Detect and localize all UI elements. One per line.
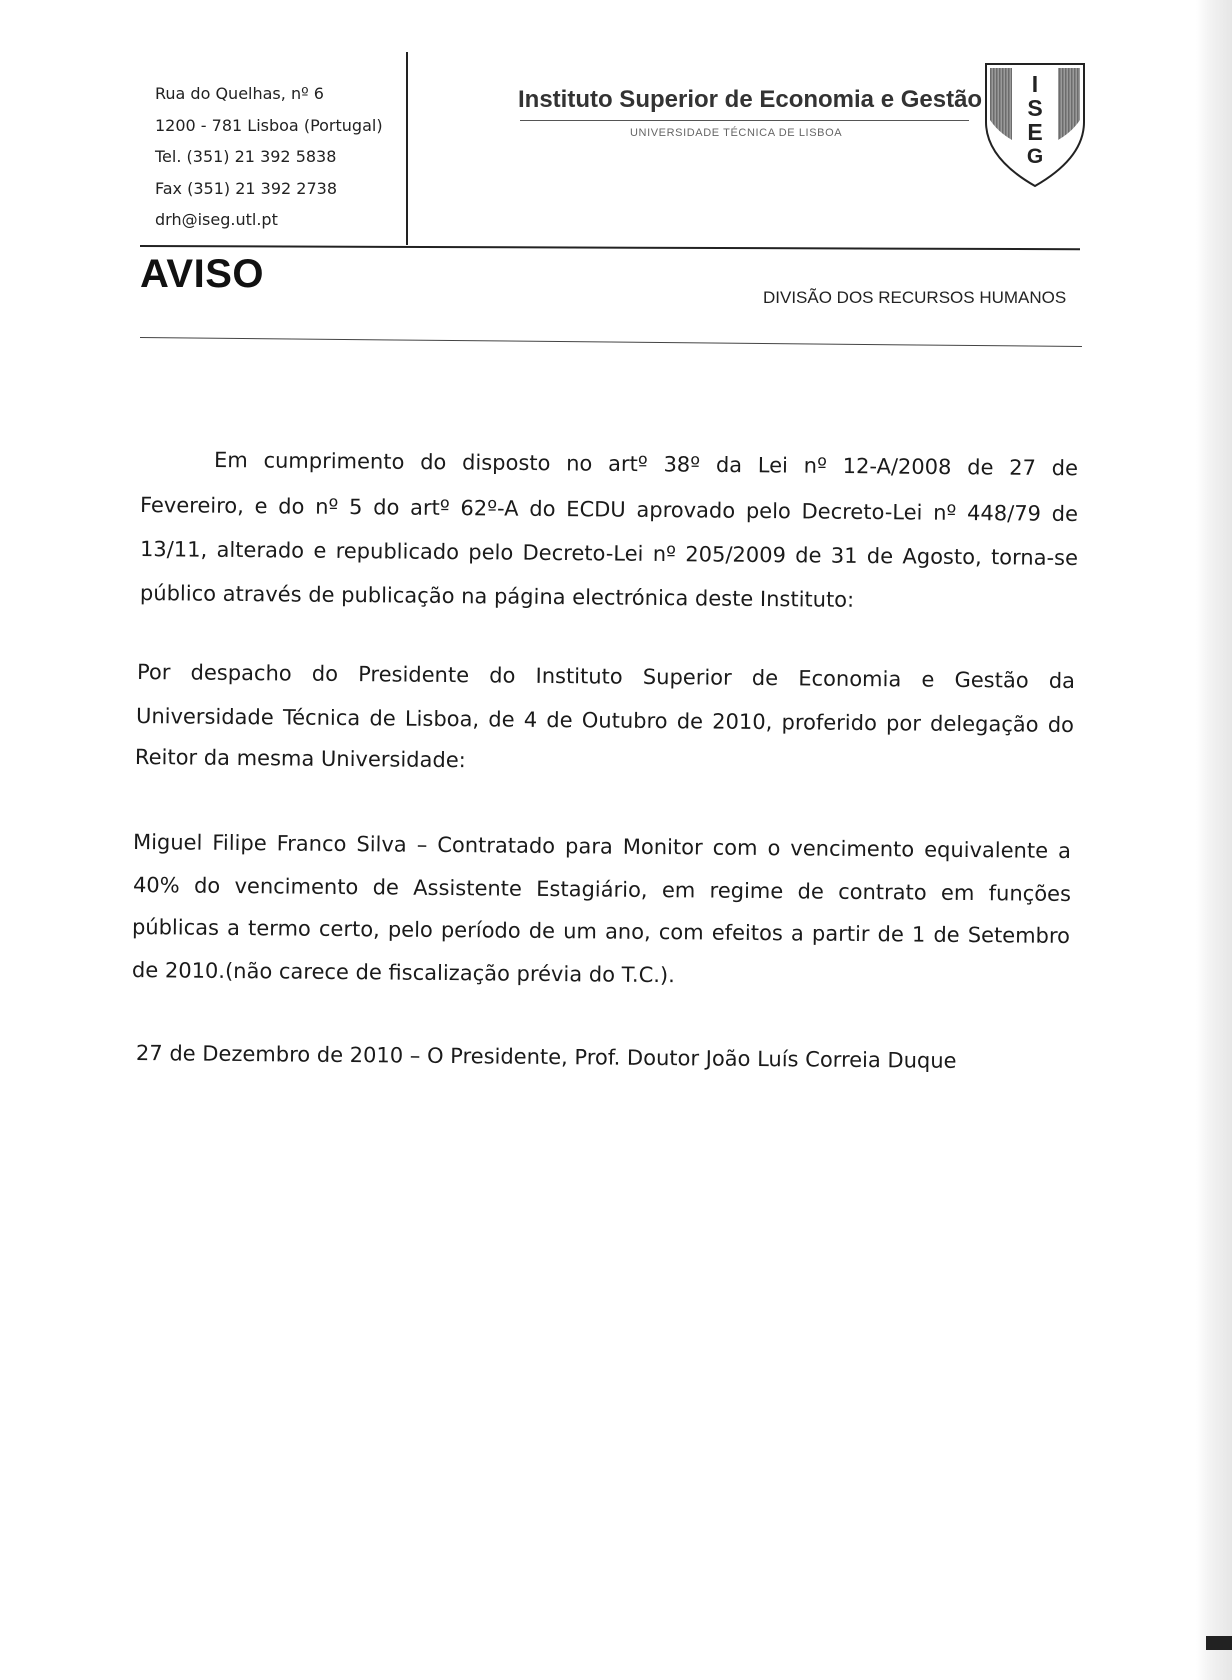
para1-line4: público através de publicação na página electrónica deste Instituto:	[139, 581, 855, 612]
address-fax: Fax (351) 21 392 2738	[155, 178, 337, 198]
logo-letter-i: I	[1031, 71, 1039, 97]
para2-line3: Reitor da mesma Universidade:	[134, 745, 466, 773]
para3-line4: de 2010.(não carece de fiscalização prévia do T.C.).	[131, 958, 675, 988]
header-rule-top	[140, 245, 1080, 250]
address-city: 1200 - 781 Lisboa (Portugal)	[155, 115, 383, 135]
address-block	[155, 78, 405, 236]
para2-line2: Universidade Técnica de Lisboa, de 4 de Outubro de 2010, proferido por delegação do	[135, 704, 1075, 738]
header-rule-bottom	[140, 337, 1082, 347]
address-street: Rua do Quelhas, nº 6	[155, 84, 324, 103]
scan-edge-mark	[1206, 1636, 1232, 1650]
para3-line2: 40% do vencimento de Assistente Estagiário, em regime de contrato em funções	[132, 873, 1072, 907]
division-name: DIVISÃO DOS RECURSOS HUMANOS	[763, 288, 1067, 307]
logo-letter-s: S	[1027, 95, 1043, 121]
logo-letter-e: E	[1027, 119, 1043, 145]
address-phone: Tel. (351) 21 392 5838	[155, 147, 337, 166]
para1-line1: Em cumprimento do disposto no artº 38º da Lei nº 12-A/2008 de 27 de	[213, 448, 1079, 481]
header-divider-vertical	[406, 52, 408, 245]
institute-name: Instituto Superior de Economia e Gestão	[518, 86, 983, 113]
scan-edge	[1196, 0, 1232, 1680]
para2-line1: Por despacho do Presidente do Instituto Superior de Economia e Gestão da	[136, 660, 1076, 694]
notice-title: AVISO	[140, 252, 265, 296]
para3-line3: públicas a termo certo, pelo período de um ano, com efeitos a partir de 1 de Setembro	[131, 915, 1071, 949]
para1-line3: 13/11, alterado e republicado pelo Decreto-Lei nº 205/2009 de 31 de Agosto, torna-se	[139, 537, 1079, 571]
logo-letter-g: G	[1026, 145, 1044, 168]
university-name: UNIVERSIDADE TÉCNICA DE LISBOA	[630, 127, 843, 139]
institute-rule	[520, 120, 969, 121]
address-email: drh@iseg.utl.pt	[155, 210, 278, 229]
para1-line2: Fevereiro, e do nº 5 do artº 62º-A do ECDU aprovado pelo Decreto-Lei nº 448/79 de	[139, 493, 1079, 527]
iseg-shield-logo	[984, 62, 1086, 188]
signature-line: 27 de Dezembro de 2010 – O Presidente, Prof. Doutor João Luís Correia Duque	[135, 1041, 957, 1073]
para3-line1: Miguel Filipe Franco Silva – Contratado para Monitor com o vencimento equivalente a	[132, 830, 1072, 864]
